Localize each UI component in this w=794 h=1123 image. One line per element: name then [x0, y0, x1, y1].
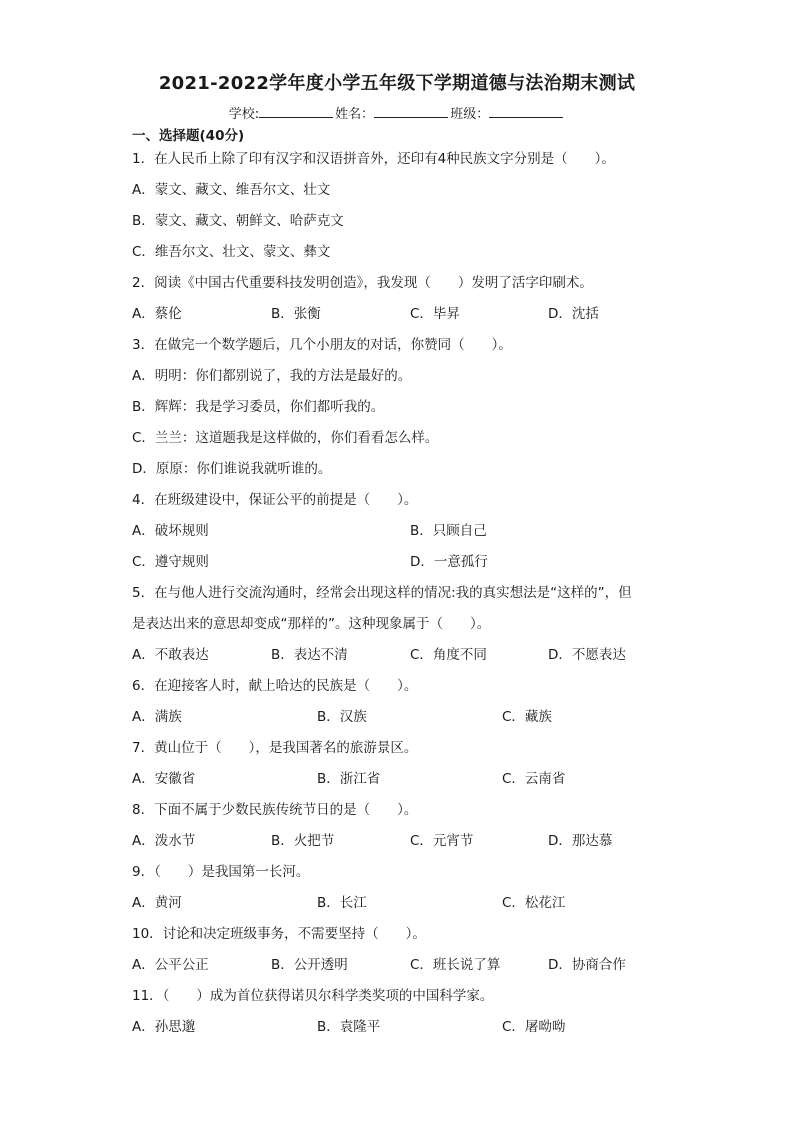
option[interactable]: B．辉辉：我是学习委员，你们都听我的。 — [132, 399, 385, 415]
options-row — [132, 549, 692, 580]
question-stem-continued: 是表达出来的意思却变成“那样的”。这种现象属于（ ）。 — [132, 616, 491, 632]
options-row — [132, 704, 692, 735]
option[interactable]: B．蒙文、藏文、朝鲜文、哈萨克文 — [132, 213, 344, 229]
option[interactable]: D．不愿表达 — [548, 647, 626, 663]
question-stem: 3．在做完一个数学题后，几个小朋友的对话，你赞同（ ）。 — [132, 337, 512, 353]
name-blank[interactable] — [374, 105, 448, 118]
option[interactable]: D．原原：你们谁说我就听谁的。 — [132, 461, 332, 477]
student-info-line — [0, 103, 794, 122]
option[interactable]: B．浙江省 — [317, 771, 381, 787]
option[interactable]: A．安徽省 — [132, 771, 196, 787]
options-row — [132, 952, 692, 983]
option[interactable]: D．一意孤行 — [410, 554, 488, 570]
option[interactable]: B．袁隆平 — [317, 1019, 381, 1035]
options-row — [132, 518, 692, 549]
option[interactable]: A．满族 — [132, 709, 182, 725]
question-stem: 1．在人民币上除了印有汉字和汉语拼音外，还印有4种民族文字分别是（ ）。 — [132, 151, 615, 167]
options-row — [132, 828, 692, 859]
name-label: 姓名： — [335, 107, 375, 122]
option[interactable]: A．蔡伦 — [132, 306, 182, 322]
option[interactable]: B．只顾自己 — [410, 523, 487, 539]
option[interactable]: A．蒙文、藏文、维吾尔文、壮文 — [132, 182, 331, 198]
options-row — [132, 766, 692, 797]
option[interactable]: C．藏族 — [502, 709, 552, 725]
option[interactable]: C．松花江 — [502, 895, 566, 911]
option[interactable]: A．明明：你们都别说了，我的方法是最好的。 — [132, 368, 412, 384]
option[interactable]: C．遵守规则 — [132, 554, 209, 570]
question-stem: 9．（ ）是我国第一长河。 — [132, 864, 310, 880]
question-stem: 10．讨论和决定班级事务，不需要坚持（ ）。 — [132, 926, 426, 942]
option[interactable]: A．不敢表达 — [132, 647, 209, 663]
question-stem: 5．在与他人进行交流沟通时，经常会出现这样的情况:我的真实想法是“这样的”，但 — [132, 585, 632, 601]
option[interactable]: C．云南省 — [502, 771, 566, 787]
page-title: 2021-2022学年度小学五年级下学期道德与法治期末测试 — [158, 73, 636, 94]
class-blank[interactable] — [489, 105, 563, 118]
options-row — [132, 1014, 692, 1045]
option[interactable]: A．公平公正 — [132, 957, 209, 973]
option[interactable]: C．兰兰：这道题我是这样做的，你们看看怎么样。 — [132, 430, 439, 446]
question-stem: 4．在班级建设中，保证公平的前提是（ ）。 — [132, 492, 418, 508]
option[interactable]: C．班长说了算 — [410, 957, 501, 973]
option[interactable]: C．屠呦呦 — [502, 1019, 566, 1035]
option[interactable]: A．黄河 — [132, 895, 182, 911]
section-title: 一、选择题(40分) — [132, 128, 245, 144]
option[interactable]: D．那达慕 — [548, 833, 613, 849]
option[interactable]: A．破坏规则 — [132, 523, 209, 539]
question-stem: 6．在迎接客人时，献上哈达的民族是（ ）。 — [132, 678, 418, 694]
school-label: 学校: — [228, 107, 260, 122]
option[interactable]: B．火把节 — [271, 833, 335, 849]
question-stem: 8．下面不属于少数民族传统节日的是（ ）。 — [132, 802, 418, 818]
option[interactable]: B．汉族 — [317, 709, 367, 725]
question-stem: 2．阅读《中国古代重要科技发明创造》，我发现（ ）发明了活字印刷术。 — [132, 275, 593, 291]
question-list — [132, 146, 692, 1045]
option[interactable]: B．长江 — [317, 895, 367, 911]
option[interactable]: A．孙思邈 — [132, 1019, 196, 1035]
option[interactable]: C．毕昇 — [410, 306, 460, 322]
option[interactable]: D．沈括 — [548, 306, 599, 322]
option[interactable]: B．公开透明 — [271, 957, 348, 973]
options-row — [132, 301, 692, 332]
option[interactable]: C．元宵节 — [410, 833, 474, 849]
option[interactable]: C．角度不同 — [410, 647, 487, 663]
option[interactable]: B．张衡 — [271, 306, 321, 322]
options-row — [132, 642, 692, 673]
option[interactable]: A．泼水节 — [132, 833, 196, 849]
option[interactable]: B．表达不清 — [271, 647, 348, 663]
question-stem: 7．黄山位于（ ），是我国著名的旅游景区。 — [132, 740, 418, 756]
options-row — [132, 890, 692, 921]
class-label: 班级： — [450, 107, 490, 122]
school-blank[interactable] — [259, 105, 333, 118]
option[interactable]: C．维吾尔文、壮文、蒙文、彝文 — [132, 244, 331, 260]
question-stem: 11．（ ）成为首位获得诺贝尔科学类奖项的中国科学家。 — [132, 988, 494, 1004]
option[interactable]: D．协商合作 — [548, 957, 626, 973]
